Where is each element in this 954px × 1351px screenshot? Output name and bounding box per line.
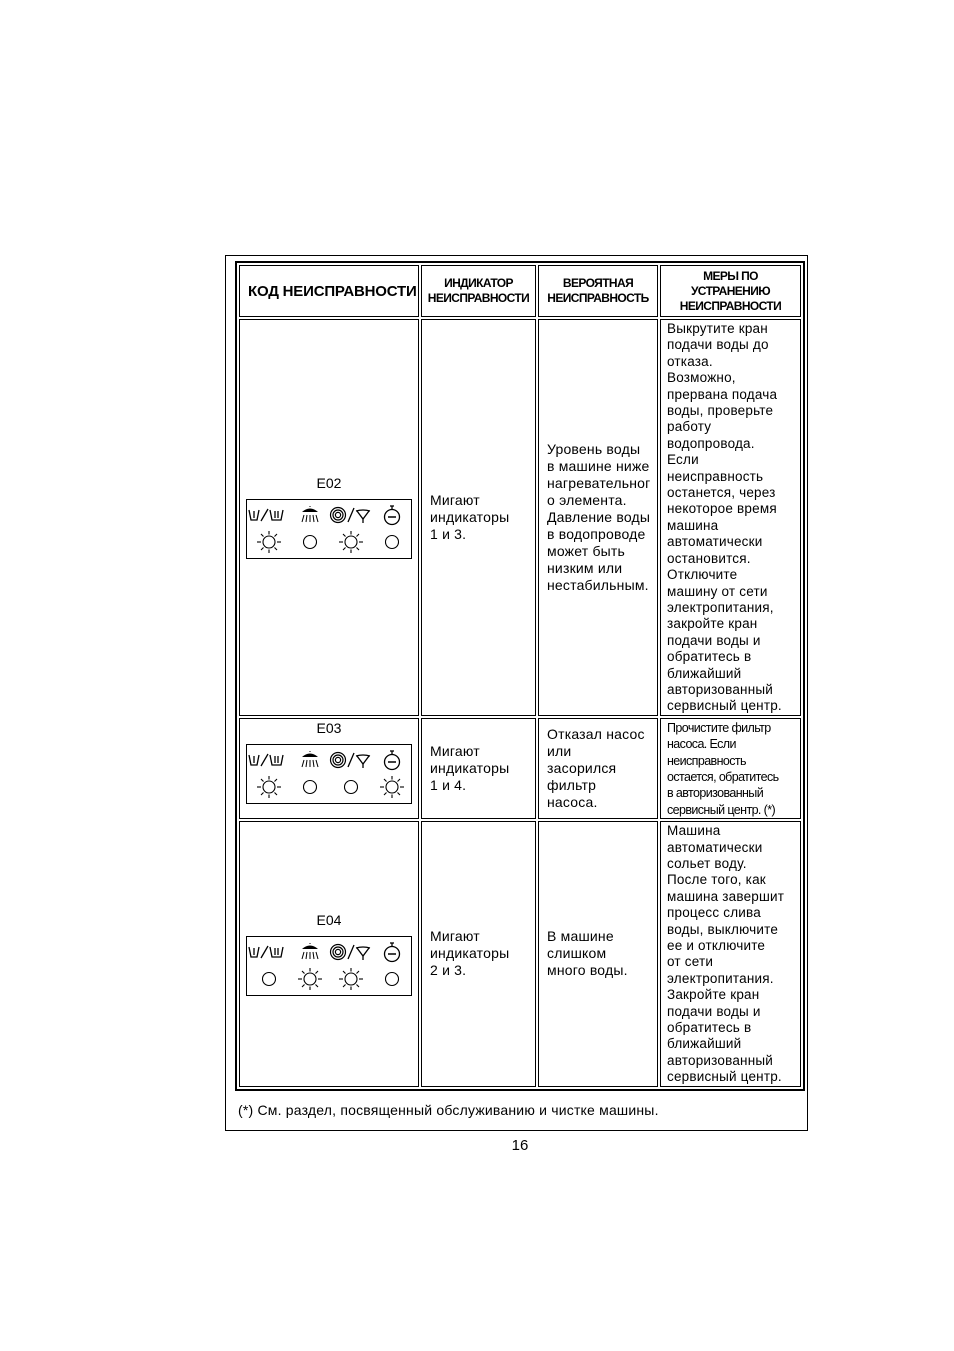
timer-end-icon [382, 749, 402, 771]
action-text-line: в авторизованный [667, 786, 764, 801]
action-text-line: остановится. [667, 550, 751, 566]
table-row [239, 319, 801, 716]
action-text-line: электропитания. [667, 970, 774, 986]
fault-code: E04 [316, 911, 342, 928]
action-text-line: сервисный центр. [667, 698, 782, 714]
indicator-text-line: Мигают [430, 928, 480, 945]
action-text-line: закройте кран [667, 616, 758, 632]
indicator-panel [246, 744, 412, 804]
action-text-line: прервана подача [667, 386, 778, 402]
prewash-wash-icon [247, 752, 291, 768]
indicator-panel [246, 936, 412, 996]
action-text-line: неисправность [667, 753, 746, 768]
cause-text-line: Уровень воды [547, 440, 641, 457]
indicator-light-off-icon [384, 971, 400, 987]
action-text-line: авторизованный [667, 1052, 774, 1068]
action-text-line: авторизованный [667, 681, 774, 697]
cause-text-line: засорился [547, 759, 617, 776]
timer-end-icon [382, 504, 402, 526]
indicator-text-line: индикаторы [430, 759, 510, 776]
fault-code-table [235, 261, 805, 1091]
fault-code-cell [239, 821, 419, 1087]
action-text-line: Машина [667, 823, 721, 839]
indicator-light-blinking-icon [338, 531, 364, 553]
action-text-line: ближайший [667, 665, 742, 681]
action-text-line: ее и отключите [667, 938, 766, 954]
footnote: (*) См. раздел, посвященный обслуживанию и чистке машины. [238, 1102, 659, 1118]
cause-text-line: низким или [547, 559, 623, 576]
action-text-line: неисправность [667, 468, 764, 484]
spin-drain-icon [329, 506, 373, 524]
action-text [660, 718, 801, 819]
cause-text [538, 718, 658, 819]
fault-code: E02 [316, 475, 342, 492]
action-text-line: подачи воды до [667, 337, 769, 353]
spin-drain-icon [329, 751, 373, 769]
action-text-line: подачи воды и [667, 632, 761, 648]
action-text [660, 821, 801, 1087]
cause-text [538, 319, 658, 716]
indicator-text-line: 2 и 3. [430, 962, 467, 979]
action-text-line: отказа. [667, 353, 713, 369]
indicator-light-blinking-icon [256, 776, 282, 798]
table-header-row [239, 265, 801, 317]
indicator-text [421, 319, 536, 716]
cause-text-line: или [547, 742, 572, 759]
indicator-text-line: 1 и 3. [430, 525, 467, 542]
indicator-light-off-icon [302, 779, 318, 795]
timer-end-icon [382, 941, 402, 963]
action-text-line: Отключите [667, 567, 738, 583]
action-text-line: воды, проверьте [667, 403, 774, 419]
action-text-line: сервисный центр. (*) [667, 802, 776, 817]
indicator-light-blinking-icon [256, 531, 282, 553]
action-text-line: от сети [667, 954, 714, 970]
cause-text-line: нагревательног [547, 474, 651, 491]
action-text-line: машина завершит [667, 888, 785, 904]
cause-text-line: нестабильным. [547, 576, 649, 593]
page-number: 16 [511, 1137, 529, 1154]
action-text-line: После того, как [667, 872, 766, 888]
indicator-text [421, 821, 536, 1087]
indicator-light-blinking-icon [297, 968, 323, 990]
indicator-light-blinking-icon [379, 776, 405, 798]
cause-text-line: Давление воды [547, 508, 651, 525]
action-text-line: электропитания, [667, 599, 774, 615]
prewash-wash-icon [247, 944, 291, 960]
action-text-line: процесс слива [667, 905, 761, 921]
action-text-line: Прочистите фильтр [667, 720, 771, 735]
indicator-text [421, 718, 536, 819]
action-text-line: подачи воды и [667, 1003, 761, 1019]
action-text-line: насоса. Если [667, 737, 736, 752]
cause-text-line: много воды. [547, 962, 628, 979]
action-text-line: машину от сети [667, 583, 768, 599]
cause-text-line: насоса. [547, 793, 598, 810]
action-text-line: Закройте кран [667, 987, 760, 1003]
action-text-line: некоторое время [667, 501, 777, 517]
cause-text [538, 821, 658, 1087]
indicator-light-off-icon [261, 971, 277, 987]
cause-text-line: о элемента. [547, 491, 627, 508]
cause-text-line: В машине [547, 928, 614, 945]
action-text-line: водопровода. [667, 435, 755, 451]
indicator-light-off-icon [343, 779, 359, 795]
action-text-line: Выкрутите кран [667, 321, 768, 336]
action-text-line: обратитесь в [667, 649, 752, 665]
cause-text-line: фильтр [547, 776, 597, 793]
prewash-wash-icon [247, 507, 291, 523]
header-indicator: ИНДИКАТОР НЕИСПРАВНОСТИ [421, 265, 536, 317]
cause-text-line: может быть [547, 542, 626, 559]
action-text-line: воды, выключите [667, 921, 779, 937]
action-text-line: остается, обратитесь [667, 769, 779, 784]
action-text-line: сервисный центр. [667, 1069, 782, 1085]
action-text-line: Возможно, [667, 370, 736, 386]
action-text-line: автоматически [667, 839, 763, 855]
action-text [660, 319, 801, 716]
action-text-line: сольет воду. [667, 856, 747, 871]
cause-text-line: в водопроводе [547, 525, 646, 542]
rinse-shower-icon [299, 943, 321, 961]
header-code: КОД НЕИСПРАВНОСТИ [239, 265, 419, 317]
rinse-shower-icon [299, 506, 321, 524]
indicator-light-off-icon [302, 534, 318, 550]
fault-code: E03 [316, 719, 342, 736]
indicator-panel [246, 499, 412, 559]
fault-code-cell [239, 718, 419, 819]
cause-text-line: в машине ниже [547, 457, 650, 474]
action-text-line: ближайший [667, 1036, 742, 1052]
cause-text-line: слишком [547, 945, 607, 962]
cause-text-line: Отказал насос [547, 725, 645, 742]
fault-code-cell [239, 319, 419, 716]
indicator-text-line: индикаторы [430, 945, 510, 962]
indicator-text-line: индикаторы [430, 508, 510, 525]
action-text-line: машина [667, 517, 719, 533]
indicator-light-blinking-icon [338, 968, 364, 990]
indicator-text-line: 1 и 4. [430, 776, 467, 793]
header-cause: ВЕРОЯТНАЯ НЕИСПРАВНОСТЬ [538, 265, 658, 317]
indicator-light-off-icon [384, 534, 400, 550]
action-text-line: работу [667, 419, 712, 435]
table-row [239, 718, 801, 819]
rinse-shower-icon [299, 751, 321, 769]
action-text-line: обратитесь в [667, 1020, 752, 1036]
header-action: МЕРЫ ПО УСТРАНЕНИЮ НЕИСПРАВНОСТИ [660, 265, 801, 317]
indicator-text-line: Мигают [430, 491, 480, 508]
table-row [239, 821, 801, 1087]
spin-drain-icon [329, 943, 373, 961]
action-text-line: автоматически [667, 534, 763, 550]
action-text-line: останется, через [667, 485, 776, 501]
indicator-text-line: Мигают [430, 742, 480, 759]
action-text-line: Если [667, 452, 699, 468]
